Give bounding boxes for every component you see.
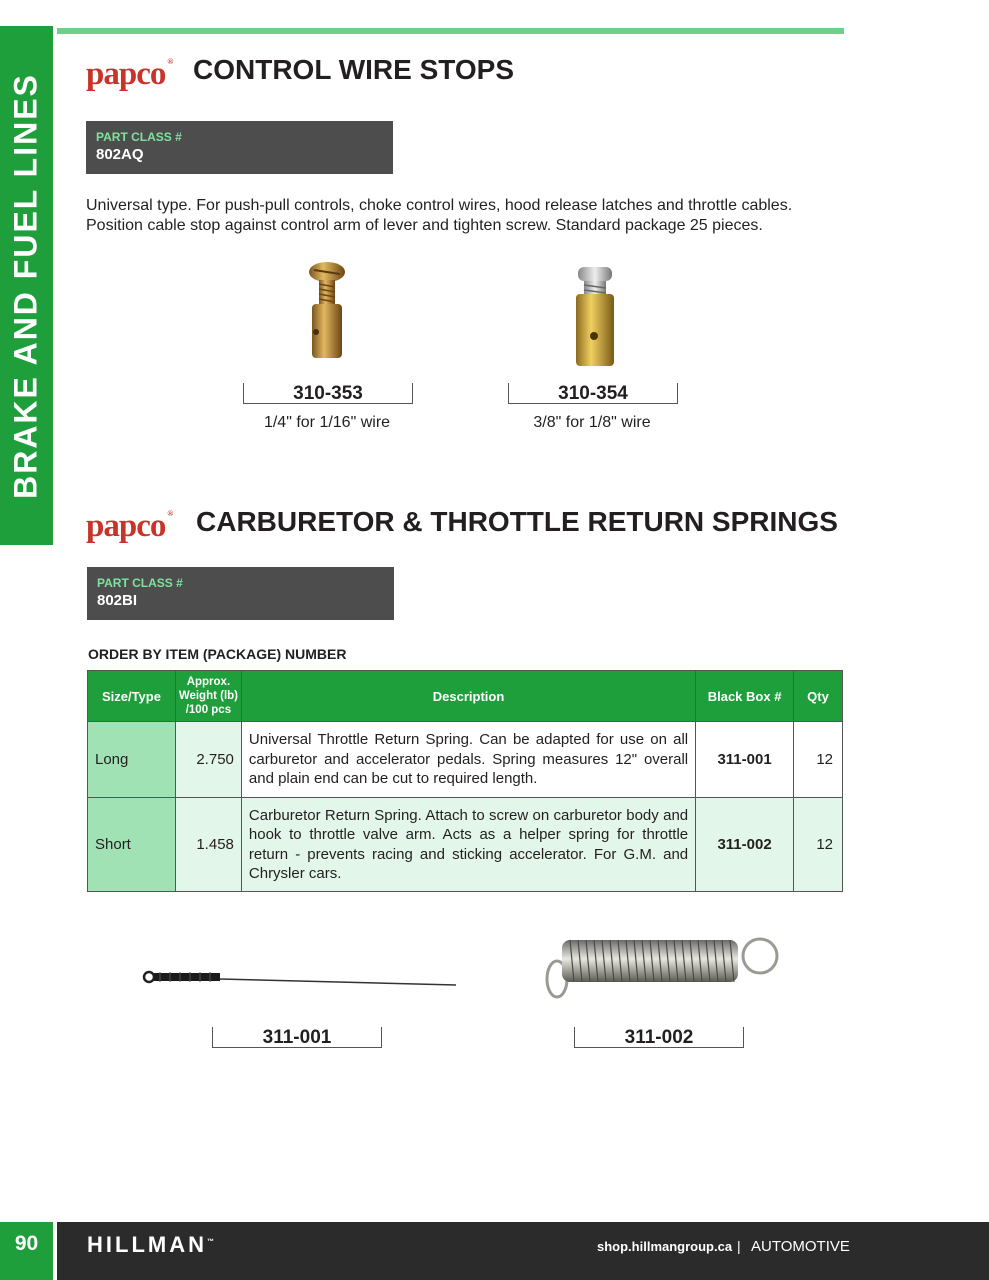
table-header-row	[88, 671, 843, 722]
product-number-311-001: 311-001	[212, 1027, 382, 1048]
footer-separator: |	[737, 1238, 741, 1254]
spring-311-001-image	[140, 966, 460, 992]
header-black-box: Black Box #	[696, 671, 794, 722]
side-category-tab	[0, 26, 53, 545]
header-weight-line: /100 pcs	[185, 704, 232, 716]
cell-description: Universal Throttle Return Spring. Can be adapted for use on all carburetor and accelerator pedals. Spring measures 12" overall and plain end can be cut to required length.	[241, 722, 695, 798]
header-weight	[175, 671, 241, 722]
papco-logo: papco ®	[86, 56, 173, 92]
footer-url-link[interactable]: shop.hillmangroup.ca	[597, 1239, 733, 1254]
part-class-value: 802AQ	[96, 146, 144, 163]
cell-black-box: 311-002	[696, 798, 794, 892]
wire-stop-310-353-image	[302, 258, 352, 366]
part-class-box	[87, 567, 394, 620]
product-number-310-353: 310-353	[243, 383, 413, 404]
papco-logo-text: papco	[86, 508, 166, 544]
part-class-label: PART CLASS #	[97, 576, 183, 590]
papco-logo-text: papco	[86, 56, 166, 92]
part-class-label: PART CLASS #	[96, 130, 182, 144]
cell-qty: 12	[794, 798, 843, 892]
papco-logo: papco ®	[86, 508, 173, 544]
wire-stop-310-354-image	[570, 264, 620, 370]
section-title-control-wire-stops: CONTROL WIRE STOPS	[193, 54, 514, 85]
product-number-311-002: 311-002	[574, 1027, 744, 1048]
spring-311-002-image	[540, 930, 785, 1004]
header-qty: Qty	[794, 671, 843, 722]
side-category-label: BRAKE AND FUEL LINES	[7, 73, 44, 499]
top-rule	[57, 28, 844, 34]
cell-black-box: 311-001	[696, 722, 794, 798]
cell-size: Long	[88, 722, 176, 798]
cell-size: Short	[88, 798, 176, 892]
header-weight-line: Weight (lb)	[178, 690, 239, 702]
page-number: 90	[0, 1222, 53, 1280]
table-row	[88, 798, 843, 892]
section-title-return-springs: CARBURETOR & THROTTLE RETURN SPRINGS	[196, 506, 838, 537]
part-class-box	[86, 121, 393, 174]
product-caption-310-354: 3/8" for 1/8" wire	[533, 414, 651, 431]
spring-spec-table	[87, 670, 843, 892]
header-size-type: Size/Type	[88, 671, 176, 722]
hillman-logo-text: HILLMAN	[87, 1232, 207, 1257]
header-description: Description	[241, 671, 695, 722]
cell-qty: 12	[794, 722, 843, 798]
table-row	[88, 722, 843, 798]
section-description: Universal type. For push-pull controls, choke control wires, hood release latches and throttle cables. Position cable stop against control arm of lever and tighten screw. Standard package 25 pieces.	[86, 197, 793, 234]
cell-weight: 1.458	[175, 798, 241, 892]
footer-bar	[57, 1222, 989, 1280]
order-heading: ORDER BY ITEM (PACKAGE) NUMBER	[88, 646, 347, 662]
part-class-value: 802BI	[97, 592, 138, 609]
product-caption-310-353: 1/4" for 1/16" wire	[263, 414, 391, 431]
cell-weight: 2.750	[175, 722, 241, 798]
header-weight-line: Approx.	[186, 676, 231, 688]
footer-category: AUTOMOTIVE	[751, 1238, 850, 1255]
cell-description: Carburetor Return Spring. Attach to screw on carburetor body and hook to throttle valve arm. Acts as a helper spring for throttle return - prevents racing and sticking accelerator. For G.M. and Chrysler cars.	[241, 798, 695, 892]
hillman-logo: HILLMAN™	[87, 1232, 214, 1257]
product-number-310-354: 310-354	[508, 383, 678, 404]
